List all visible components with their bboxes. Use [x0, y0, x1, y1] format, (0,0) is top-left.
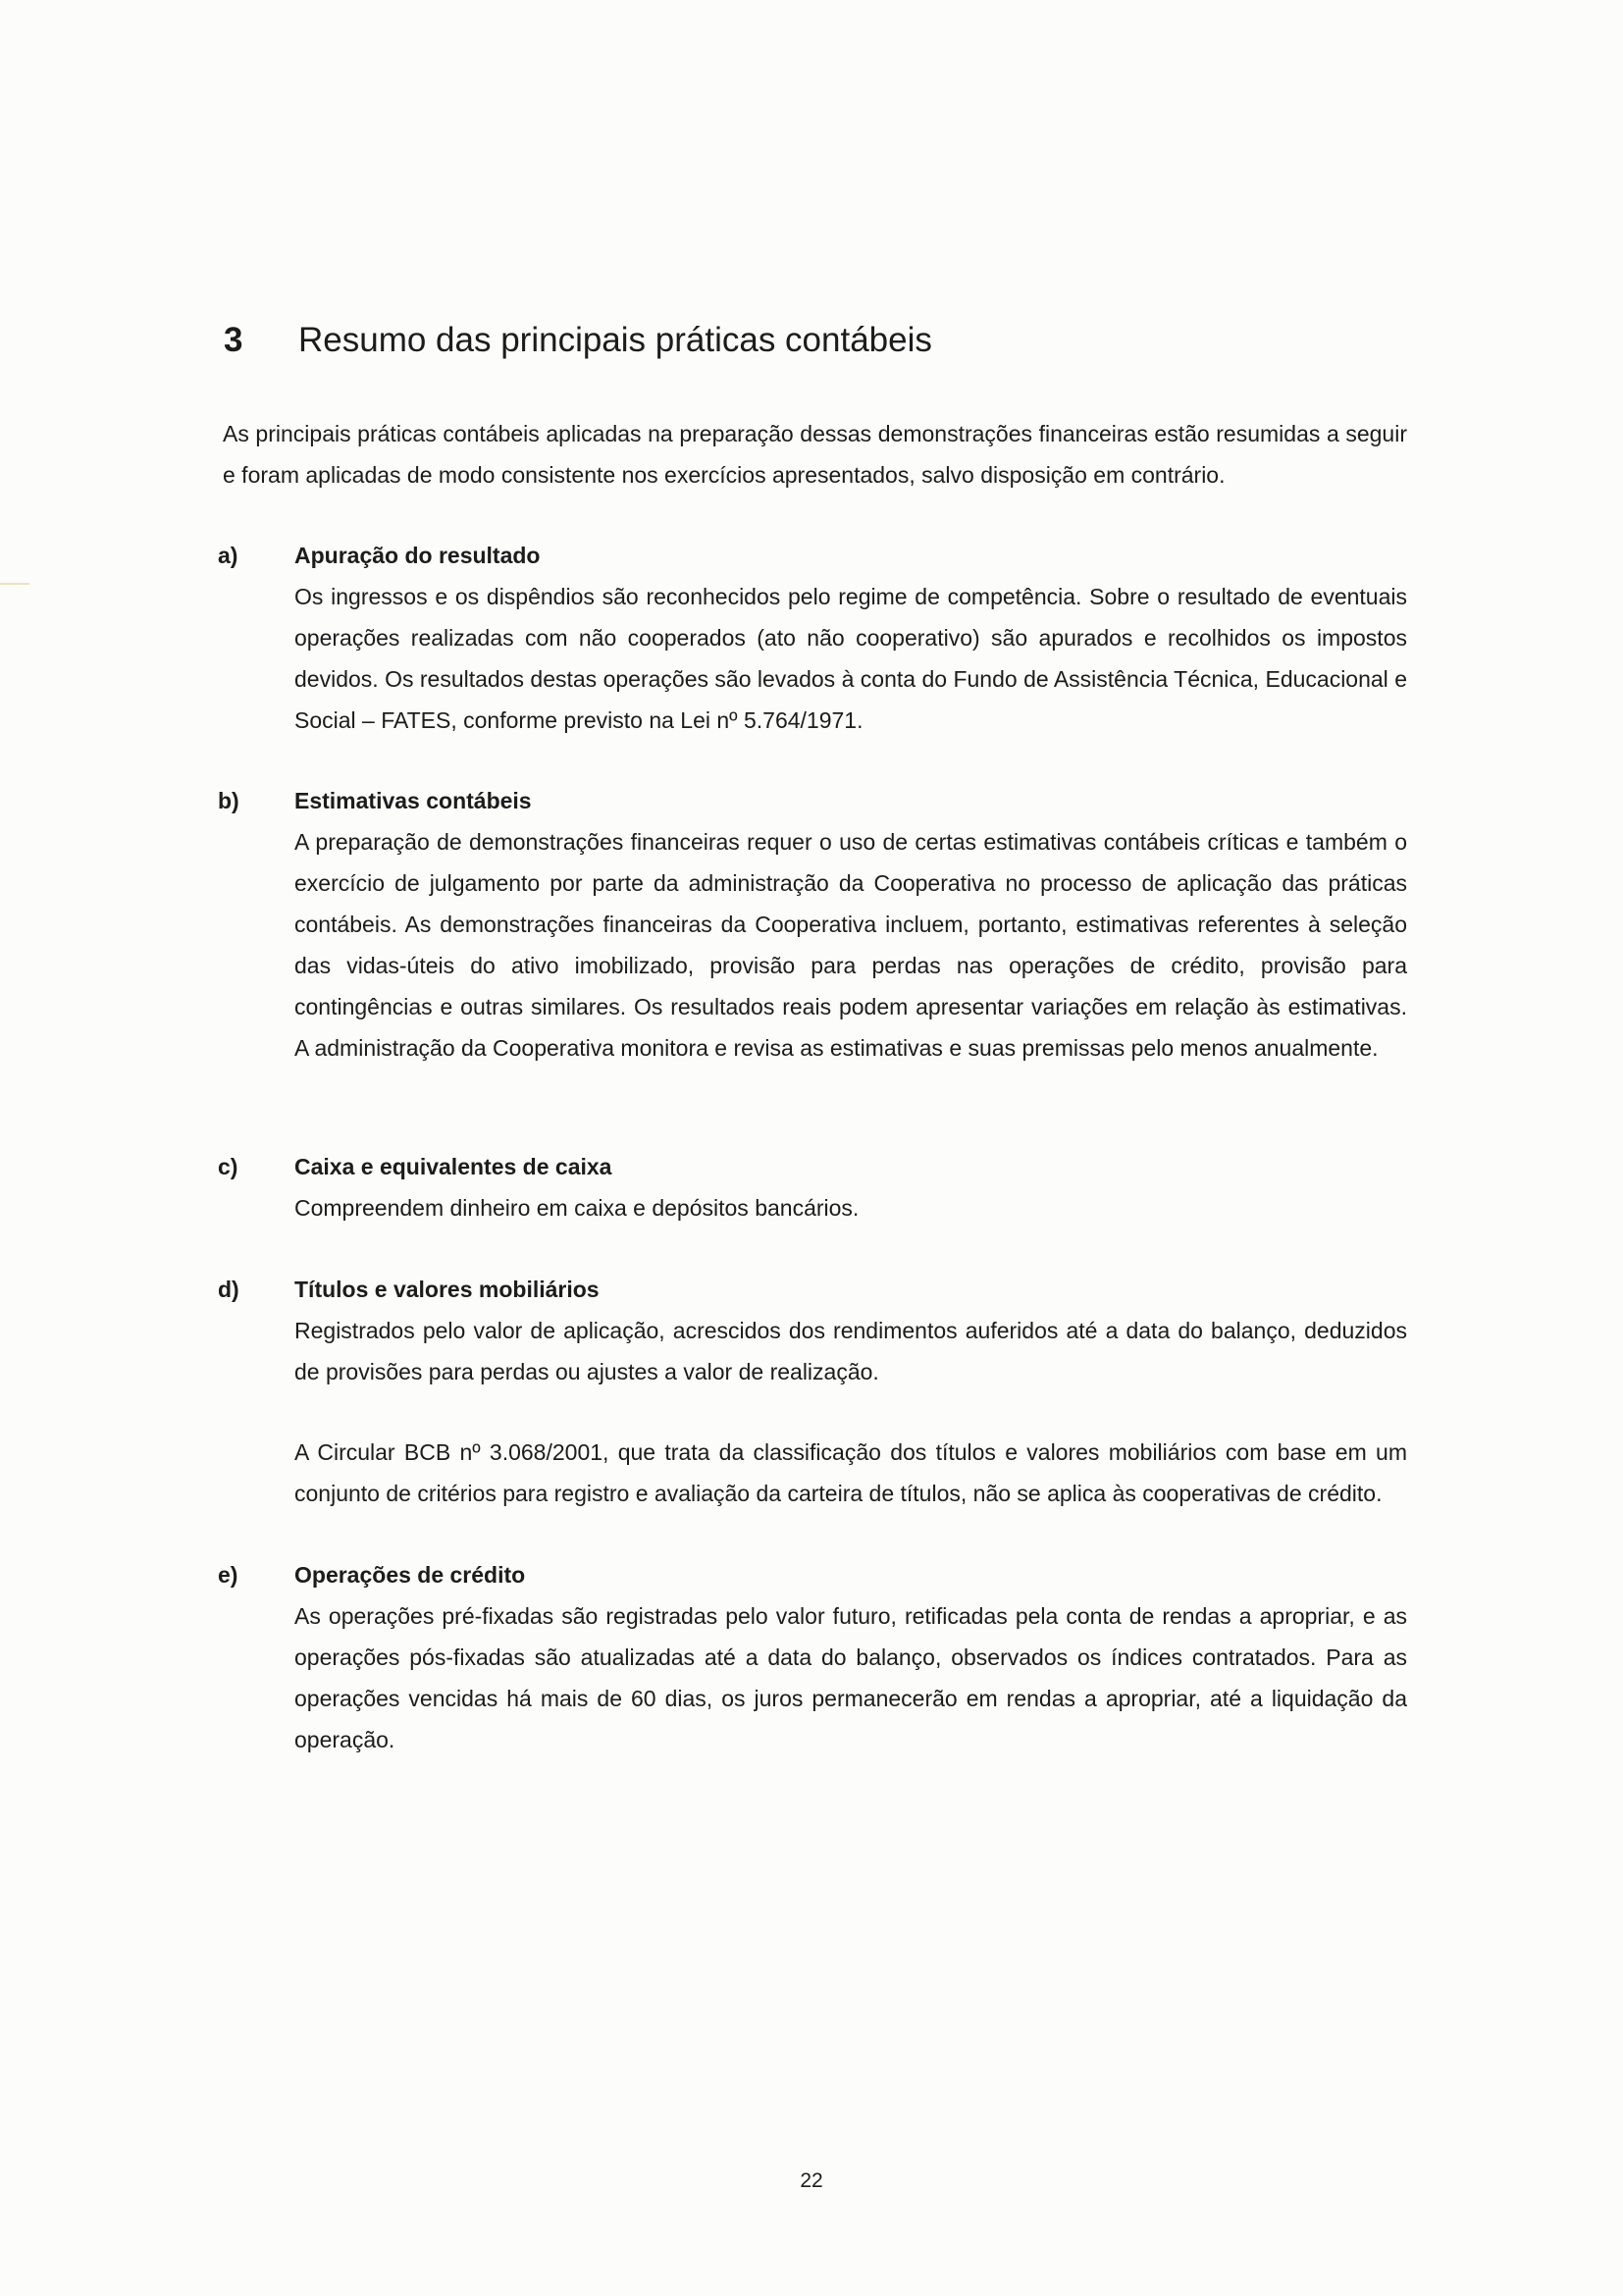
item-title: Apuração do resultado — [294, 543, 541, 568]
item-title: Estimativas contábeis — [294, 788, 532, 813]
item-content — [294, 1269, 1407, 1514]
scan-artifact — [0, 583, 29, 585]
item-paragraph: A Circular BCB nº 3.068/2001, que trata da classificação dos títulos e valores mobiliários com base em um conjunto de critérios para registro e avaliação da carteira de títulos, não se aplica às cooperativas de crédito. — [294, 1439, 1407, 1506]
item-paragraph: Registrados pelo valor de aplicação, acrescidos dos rendimentos auferidos até a data do balanço, deduzidos de provisões para perdas ou ajustes a valor de realização. — [294, 1318, 1407, 1384]
section-number: 3 — [224, 321, 243, 359]
item-content — [294, 1554, 1407, 1760]
item-title: Títulos e valores mobiliários — [294, 1277, 600, 1302]
item-content — [294, 1146, 1407, 1228]
item-letter: e) — [218, 1562, 238, 1588]
item-paragraph: Compreendem dinheiro em caixa e depósitos bancários. — [294, 1195, 860, 1221]
item-title: Operações de crédito — [294, 1562, 526, 1588]
item-paragraph: As operações pré-fixadas são registradas pelo valor futuro, retificadas pela conta de rendas a apropriar, e as operações pós-fixadas são atualizadas até a data do balanço, observados os índices contratados. Para as operações vencidas há mais de 60 dias, os juros permanecerão em rendas a apropriar, até a liquidação da operação. — [294, 1603, 1407, 1752]
item-letter: b) — [218, 788, 239, 813]
section-title: Resumo das principais práticas contábeis — [298, 321, 932, 359]
item-paragraph: A preparação de demonstrações financeiras requer o uso de certas estimativas contábeis críticas e também o exercício de julgamento por parte da administração da Cooperativa no processo de aplicação das práticas contábeis. As demonstrações financeiras da Cooperativa incluem, portanto, estimativas referentes à seleção das vidas-úteis do ativo imobilizado, provisão para perdas nas operações de crédito, provisão para contingências e outras similares. Os resultados reais podem apresentar variações em relação às estimativas. A administração da Cooperativa monitora e revisa as estimativas e suas premissas pelo menos anualmente. — [294, 829, 1407, 1061]
item-letter: a) — [218, 543, 238, 568]
item-content — [294, 535, 1407, 741]
item-letter: c) — [218, 1154, 238, 1179]
item-letter: d) — [218, 1277, 239, 1302]
intro-paragraph: As principais práticas contábeis aplicadas na preparação dessas demonstrações financeiras estão resumidas a seguir e foram aplicadas de modo consistente nos exercícios apresentados, salvo disposição em contrário. — [223, 421, 1407, 488]
section-heading — [224, 316, 1421, 365]
page-number: 22 — [800, 2169, 823, 2192]
item-content — [294, 780, 1407, 1069]
item-paragraph: Os ingressos e os dispêndios são reconhecidos pelo regime de competência. Sobre o resultado de eventuais operações realizadas com não cooperados (ato não cooperativo) são apurados e recolhidos os impostos devidos. Os resultados destas operações são levados à conta do Fundo de Assistência Técnica, Educacional e Social – FATES, conforme previsto na Lei nº 5.764/1971. — [294, 584, 1407, 733]
item-title: Caixa e equivalentes de caixa — [294, 1154, 612, 1179]
